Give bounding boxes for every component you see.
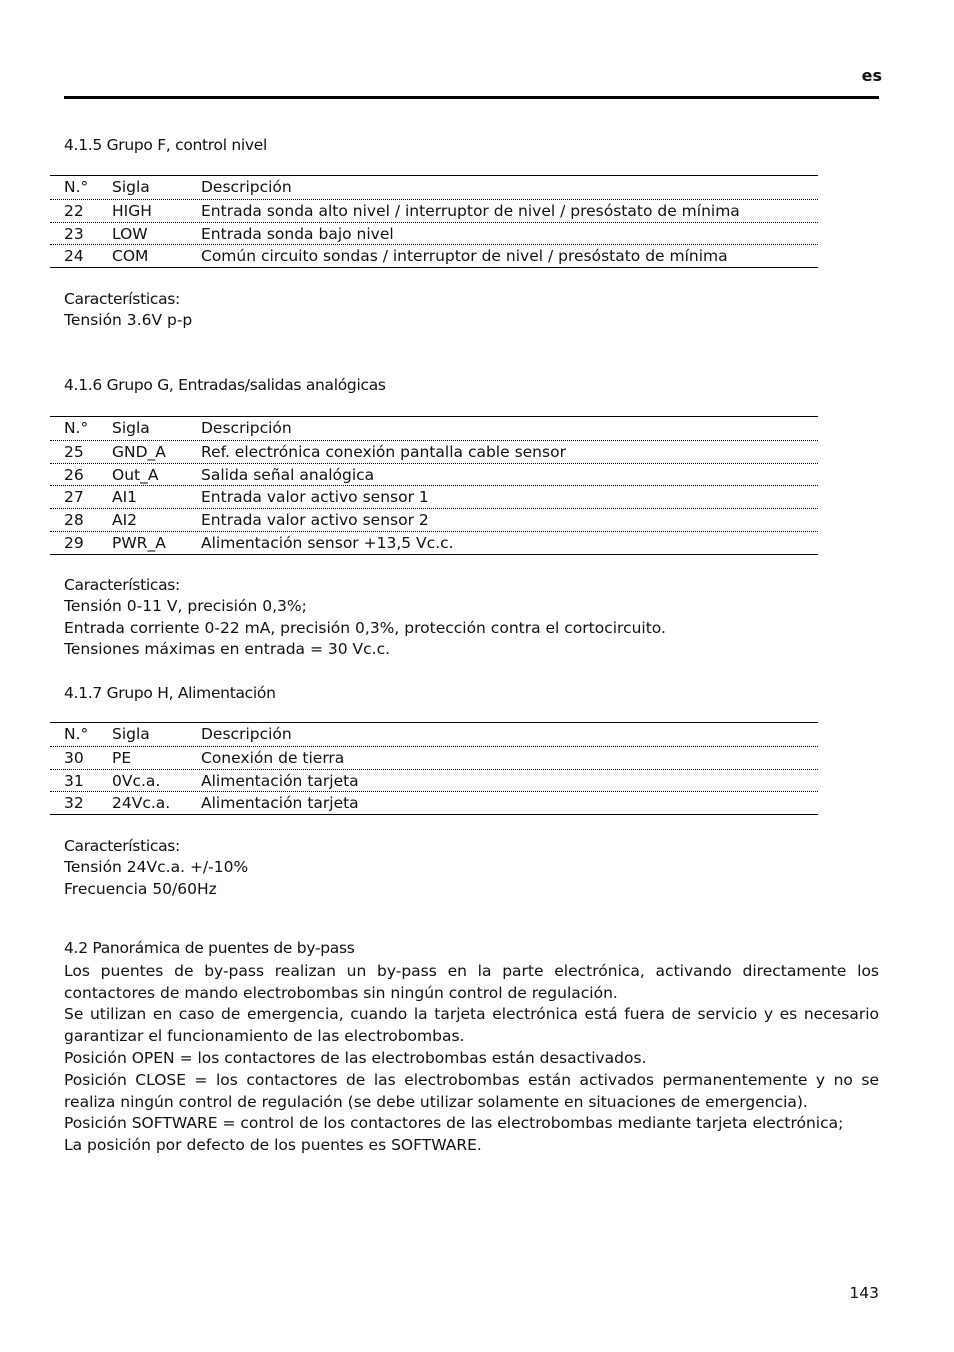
col-header-code: Sigla bbox=[112, 178, 150, 196]
table-row bbox=[50, 199, 818, 222]
table-row bbox=[50, 791, 818, 814]
row-number: 31 bbox=[64, 771, 84, 790]
table-row bbox=[50, 485, 818, 508]
table-row bbox=[50, 244, 818, 267]
row-code: PE bbox=[112, 748, 132, 767]
row-description: Común circuito sondas / interruptor de nivel / presóstato de mínima bbox=[201, 247, 728, 266]
col-header-number: N.° bbox=[64, 725, 89, 743]
bypass-paragraph: Posición CLOSE = los contactores de las electrobombas están activados permanentemente y no se realiza ningún control de regulación (se debe utilizar solamente en situaciones de emergencia). bbox=[64, 1071, 879, 1111]
row-code: Out_A bbox=[112, 465, 159, 484]
row-code: AI1 bbox=[112, 488, 138, 507]
row-description: Conexión de tierra bbox=[201, 748, 345, 767]
bypass-paragraph: Posición SOFTWARE = control de los contactores de las electrobombas mediante tarjeta electrónica; bbox=[64, 1114, 844, 1132]
col-header-code: Sigla bbox=[112, 419, 150, 437]
table-row bbox=[50, 746, 818, 769]
page-number: 143 bbox=[849, 1284, 879, 1302]
row-description: Alimentación tarjeta bbox=[201, 771, 359, 790]
table-row bbox=[50, 769, 818, 792]
language-code: es bbox=[861, 66, 882, 85]
table-header bbox=[50, 723, 818, 746]
features-title-h: Características: bbox=[64, 837, 180, 855]
row-code: AI2 bbox=[112, 511, 138, 530]
feature-line: Frecuencia 50/60Hz bbox=[64, 880, 217, 898]
header-rule bbox=[64, 96, 879, 99]
feature-line: Tensión 0-11 V, precisión 0,3%; bbox=[64, 597, 307, 615]
bypass-paragraph: Posición OPEN = los contactores de las electrobombas están desactivados. bbox=[64, 1049, 647, 1067]
row-code: HIGH bbox=[112, 201, 152, 220]
row-number: 25 bbox=[64, 442, 84, 461]
row-number: 32 bbox=[64, 794, 84, 813]
row-code: 24Vc.a. bbox=[112, 794, 171, 813]
section-title-bypass: 4.2 Panorámica de puentes de by-pass bbox=[64, 939, 355, 957]
row-description: Alimentación tarjeta bbox=[201, 794, 359, 813]
table-row bbox=[50, 463, 818, 486]
section-title-h: 4.1.7 Grupo H, Alimentación bbox=[64, 684, 276, 702]
row-number: 29 bbox=[64, 533, 84, 552]
row-description: Salida señal analógica bbox=[201, 465, 375, 484]
feature-line: Tensiones máximas en entrada = 30 Vc.c. bbox=[64, 640, 391, 658]
section-title-f: 4.1.5 Grupo F, control nivel bbox=[64, 136, 267, 154]
table-row bbox=[50, 508, 818, 531]
row-description: Entrada valor activo sensor 1 bbox=[201, 488, 429, 507]
table-group-f bbox=[50, 175, 818, 268]
row-number: 24 bbox=[64, 247, 84, 266]
bypass-paragraph: Los puentes de by-pass realizan un by-pass en la parte electrónica, activando directamente los contactores de mando electrobombas sin ningún control de regulación. bbox=[64, 962, 879, 1002]
table-header bbox=[50, 176, 818, 199]
col-header-description: Descripción bbox=[201, 178, 292, 196]
row-number: 22 bbox=[64, 201, 84, 220]
table-group-g bbox=[50, 416, 818, 555]
row-description: Entrada sonda alto nivel / interruptor de nivel / presóstato de mínima bbox=[201, 201, 740, 220]
feature-line: Tensión 24Vc.a. +/-10% bbox=[64, 858, 249, 876]
col-header-description: Descripción bbox=[201, 419, 292, 437]
feature-line: Tensión 3.6V p-p bbox=[64, 311, 193, 329]
table-header bbox=[50, 417, 818, 440]
row-description: Entrada valor activo sensor 2 bbox=[201, 511, 429, 530]
row-description: Ref. electrónica conexión pantalla cable sensor bbox=[201, 442, 566, 461]
features-title-g: Características: bbox=[64, 576, 180, 594]
row-number: 30 bbox=[64, 748, 84, 767]
row-code: GND_A bbox=[112, 442, 166, 461]
row-description: Entrada sonda bajo nivel bbox=[201, 224, 394, 243]
col-header-number: N.° bbox=[64, 178, 89, 196]
row-number: 26 bbox=[64, 465, 84, 484]
col-header-code: Sigla bbox=[112, 725, 150, 743]
col-header-description: Descripción bbox=[201, 725, 292, 743]
bypass-paragraph: Se utilizan en caso de emergencia, cuando la tarjeta electrónica está fuera de servicio y es necesario garantizar el funcionamiento de las electrobombas. bbox=[64, 1005, 879, 1045]
row-number: 23 bbox=[64, 224, 84, 243]
section-title-g: 4.1.6 Grupo G, Entradas/salidas analógicas bbox=[64, 376, 386, 394]
row-code: LOW bbox=[112, 224, 148, 243]
feature-line: Entrada corriente 0-22 mA, precisión 0,3%, protección contra el cortocircuito. bbox=[64, 619, 666, 637]
row-code: 0Vc.a. bbox=[112, 771, 161, 790]
row-number: 27 bbox=[64, 488, 84, 507]
col-header-number: N.° bbox=[64, 419, 89, 437]
table-row bbox=[50, 440, 818, 463]
table-row bbox=[50, 531, 818, 554]
row-number: 28 bbox=[64, 511, 84, 530]
features-title-f: Características: bbox=[64, 290, 180, 308]
row-code: PWR_A bbox=[112, 533, 166, 552]
table-group-h bbox=[50, 722, 818, 815]
bypass-paragraph: La posición por defecto de los puentes es SOFTWARE. bbox=[64, 1136, 482, 1154]
row-description: Alimentación sensor +13,5 Vc.c. bbox=[201, 533, 454, 552]
row-code: COM bbox=[112, 247, 149, 266]
table-row bbox=[50, 222, 818, 245]
